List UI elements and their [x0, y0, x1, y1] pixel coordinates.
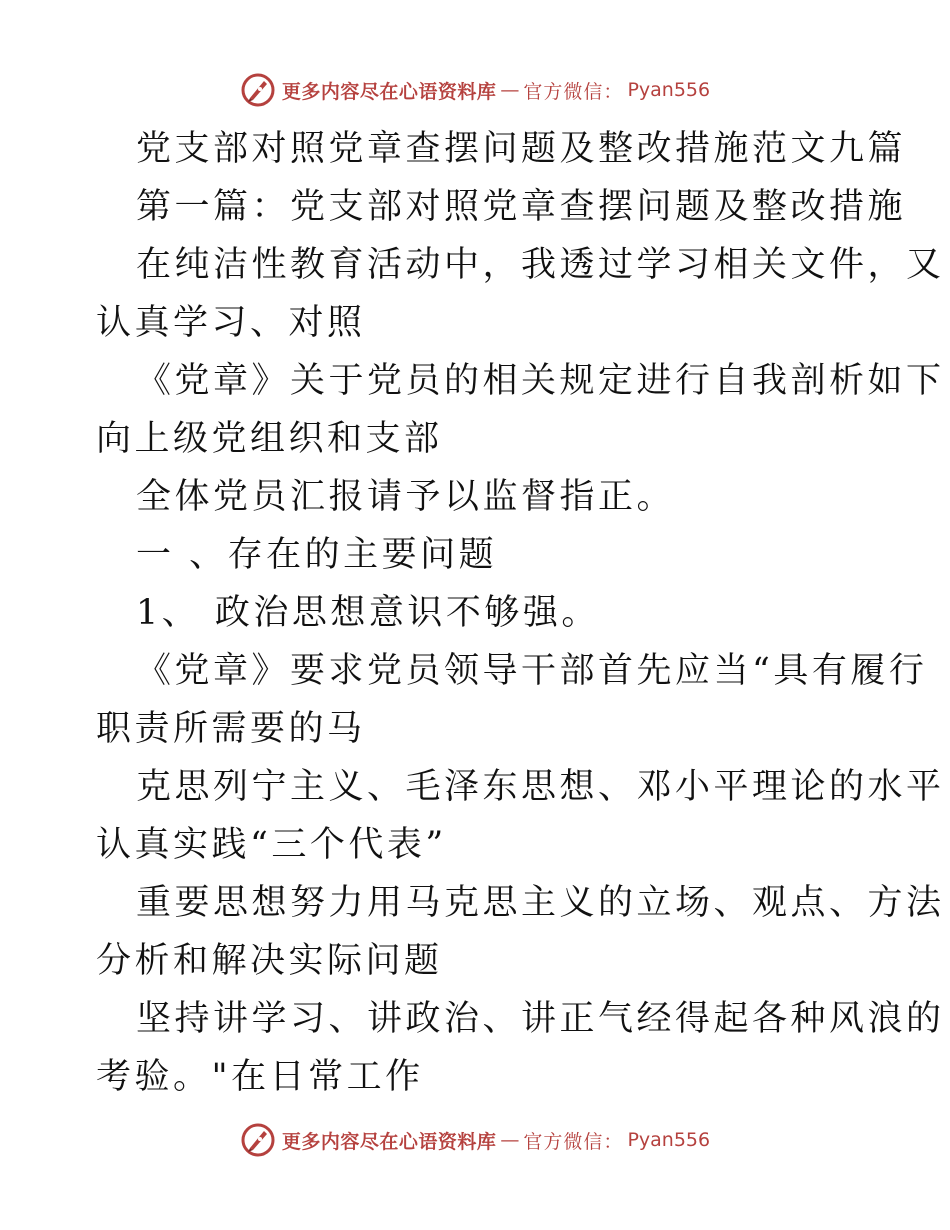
banner-brand-text: 更多内容尽在心语资料库 — [281, 80, 497, 103]
document-title: 党支部对照党章查摆问题及整改措施范文九篇 — [136, 129, 907, 169]
paragraph-line: 《党章》要求党员领导干部首先应当“具有履行 — [136, 651, 928, 691]
paragraph-line: 职责所需要的马 — [96, 709, 366, 749]
paragraph-line: 分析和解决实际问题 — [96, 941, 443, 981]
subsection-heading: 一 、存在的主要问题 — [136, 535, 498, 575]
paragraph-line: 重要思想努力用马克思主义的立场、观点、方法 — [136, 883, 945, 923]
paragraph-line: 考验。"在日常工作 — [96, 1057, 424, 1097]
banner-separator: — — [500, 1129, 520, 1151]
list-item-heading: 1、 政治思想意识不够强。 — [136, 593, 600, 633]
paragraph-line: 坚持讲学习、讲政治、讲正气经得起各种风浪的 — [136, 999, 945, 1039]
paragraph-line: 向上级党组织和支部 — [96, 419, 443, 459]
banner-official-label: 官方微信： — [523, 1130, 624, 1153]
paragraph-line: 《党章》关于党员的相关规定进行自我剖析如下 — [136, 361, 945, 401]
paragraph-line: 在纯洁性教育活动中，我透过学习相关文件，又 — [136, 245, 945, 285]
paragraph-line: 克思列宁主义、毛泽东思想、邓小平理论的水平 — [136, 767, 945, 807]
banner-separator: — — [500, 79, 520, 101]
document-body — [96, 120, 945, 1106]
banner-official-label: 官方微信： — [523, 80, 624, 103]
section-heading: 第一篇：党支部对照党章查摆问题及整改措施 — [136, 187, 907, 227]
header-banner — [0, 70, 950, 110]
banner-wechat-id: Pyan556 — [627, 1129, 711, 1151]
banner-wechat-id: Pyan556 — [627, 79, 711, 101]
quill-pen-circle-icon — [240, 72, 276, 108]
footer-banner — [0, 1120, 950, 1160]
banner-brand-text: 更多内容尽在心语资料库 — [281, 1130, 497, 1153]
paragraph-line: 认真学习、对照 — [96, 303, 366, 343]
paragraph-line: 认真实践“三个代表” — [96, 825, 447, 865]
quill-pen-circle-icon — [240, 1122, 276, 1158]
paragraph-line: 全体党员汇报请予以监督指正。 — [136, 477, 676, 517]
